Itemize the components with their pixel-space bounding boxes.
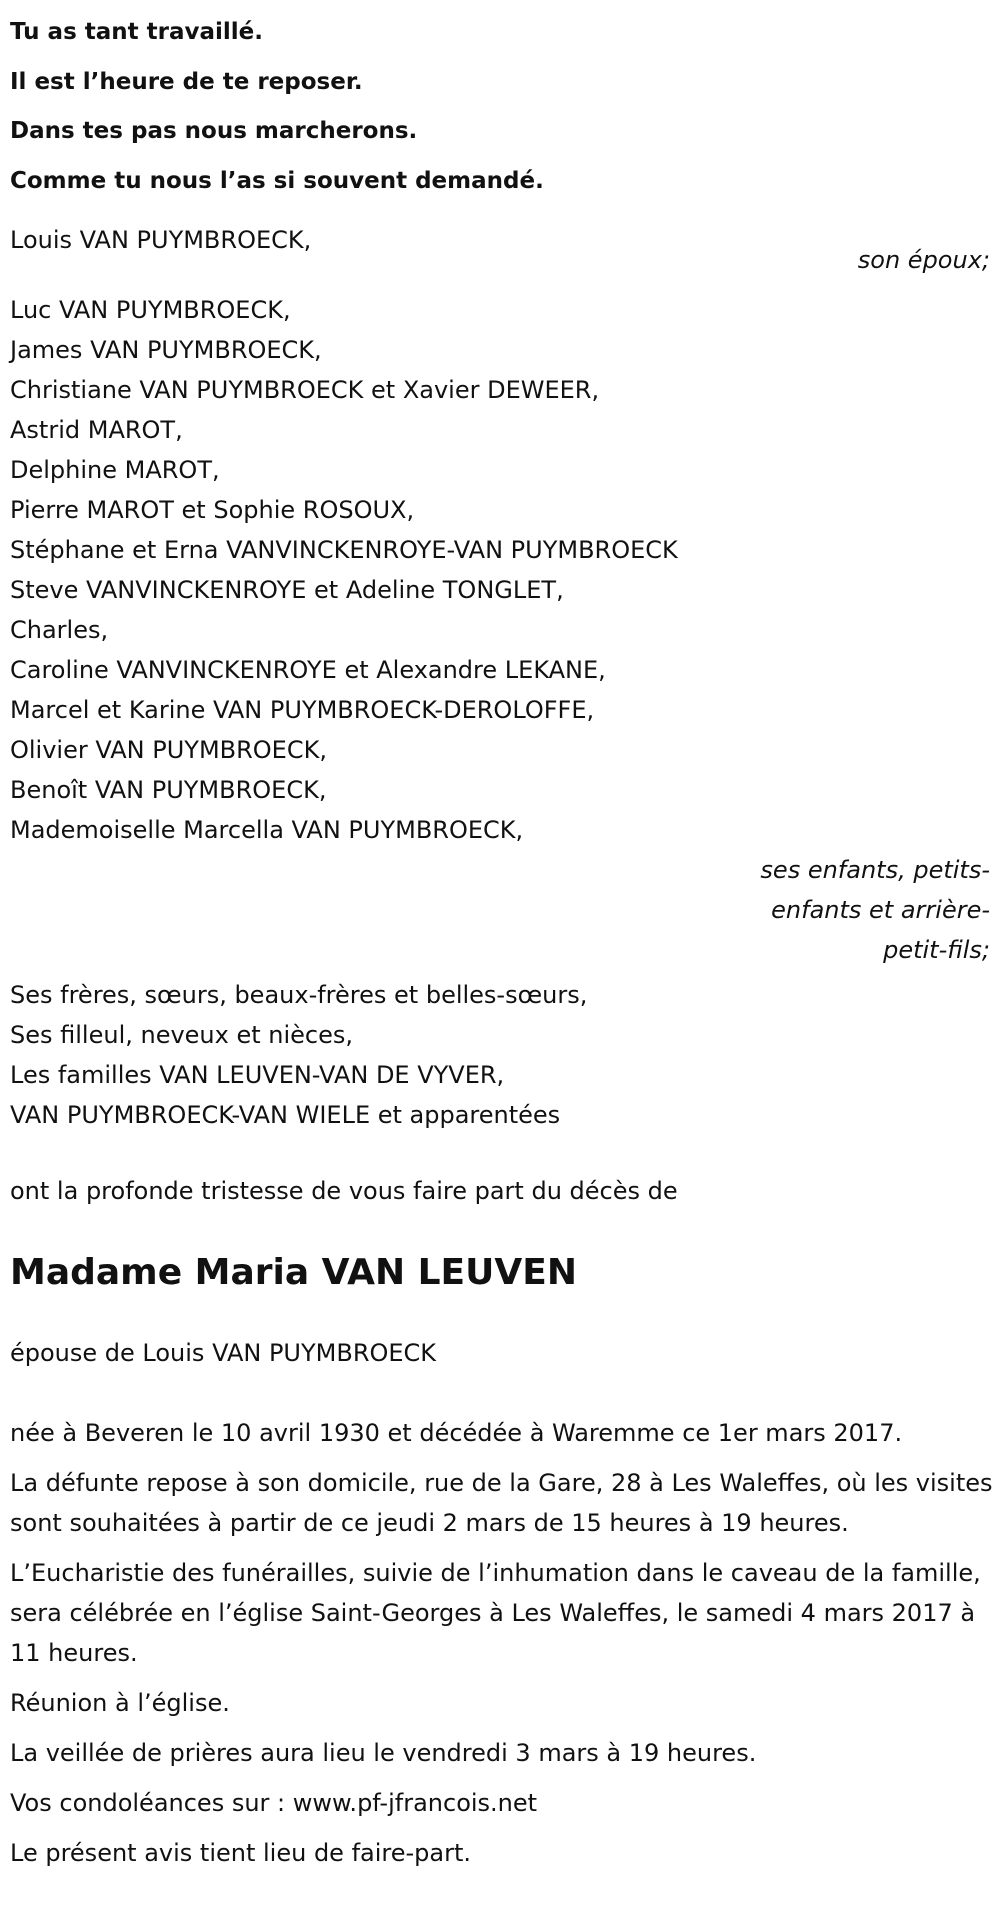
announcement-statement: ont la profonde tristesse de vous faire part du décès de <box>10 1177 678 1205</box>
family-group: Ses filleul, neveux et nièces, <box>10 1021 354 1049</box>
spouse-name: Louis VAN PUYMBROECK, <box>10 226 312 254</box>
spouse-of-line: épouse de Louis VAN PUYMBROECK <box>10 1339 437 1367</box>
meeting-paragraph: Réunion à l’église. <box>10 1689 230 1717</box>
spacer <box>10 1135 990 1171</box>
family-member: Delphine MAROT, <box>10 456 220 484</box>
family-member: Caroline VANVINCKENROYE et Alexandre LEKANE, <box>10 656 606 684</box>
intro-line: Tu as tant travaillé. <box>10 19 264 45</box>
notice-paragraph: Le présent avis tient lieu de faire-part. <box>10 1839 472 1867</box>
family-member: Stéphane et Erna VANVINCKENROYE-VAN PUYMBROECK <box>10 536 678 564</box>
family-member: Astrid MAROT, <box>10 416 183 444</box>
family-member: Charles, <box>10 616 109 644</box>
family-member: Pierre MAROT et Sophie ROSOUX, <box>10 496 415 524</box>
visitation-paragraph: La défunte repose à son domicile, rue de la Gare, 28 à Les Waleffes, où les visites sont souhaitées à partir de ce jeudi 2 mars de 15 heures à 19 heures. <box>10 1469 993 1537</box>
intro-line: Dans tes pas nous marcherons. <box>10 118 418 144</box>
children-block <box>10 290 990 970</box>
details-block <box>10 1413 993 1873</box>
extended-family-block <box>10 975 990 1135</box>
family-member: Mademoiselle Marcella VAN PUYMBROECK, <box>10 816 524 844</box>
spouse-block <box>10 220 990 280</box>
children-role <box>0 850 990 970</box>
family-member: Marcel et Karine VAN PUYMBROECK-DEROLOFFE, <box>10 696 595 724</box>
family-group: Ses frères, sœurs, beaux-frères et belles-sœurs, <box>10 981 588 1009</box>
deceased-name: Madame Maria VAN LEUVEN <box>10 1252 577 1293</box>
intro-verse <box>10 0 990 206</box>
condolences-paragraph: Vos condoléances sur : www.pf-jfrancois.net <box>10 1789 538 1817</box>
family-group: VAN PUYMBROECK-VAN WIELE et apparentées <box>10 1101 561 1129</box>
children-role-line: petit-fils; <box>883 936 990 964</box>
birth-death-paragraph: née à Beveren le 10 avril 1930 et décédée à Waremme ce 1er mars 2017. <box>10 1419 903 1447</box>
intro-line: Comme tu nous l’as si souvent demandé. <box>10 167 544 194</box>
family-member: Christiane VAN PUYMBROECK et Xavier DEWEER, <box>10 376 600 404</box>
vigil-paragraph: La veillée de prières aura lieu le vendredi 3 mars à 19 heures. <box>10 1739 757 1767</box>
family-group: Les familles VAN LEUVEN-VAN DE VYVER, <box>10 1061 505 1089</box>
family-member: James VAN PUYMBROECK, <box>10 336 322 364</box>
funeral-paragraph: L’Eucharistie des funérailles, suivie de l’inhumation dans le caveau de la famille, sera célébrée en l’église Saint-Georges à Les Waleffes, le samedi 4 mars 2017 à 11 heures. <box>10 1559 981 1667</box>
children-role-line: enfants et arrière- <box>771 896 990 924</box>
family-member: Benoît VAN PUYMBROECK, <box>10 776 327 804</box>
family-member: Luc VAN PUYMBROECK, <box>10 296 291 324</box>
children-role-line: ses enfants, petits- <box>760 856 990 884</box>
intro-line: Il est l’heure de te reposer. <box>10 68 363 95</box>
spouse-role: son époux; <box>857 246 990 274</box>
family-member: Steve VANVINCKENROYE et Adeline TONGLET, <box>10 576 564 604</box>
family-member: Olivier VAN PUYMBROECK, <box>10 736 327 764</box>
